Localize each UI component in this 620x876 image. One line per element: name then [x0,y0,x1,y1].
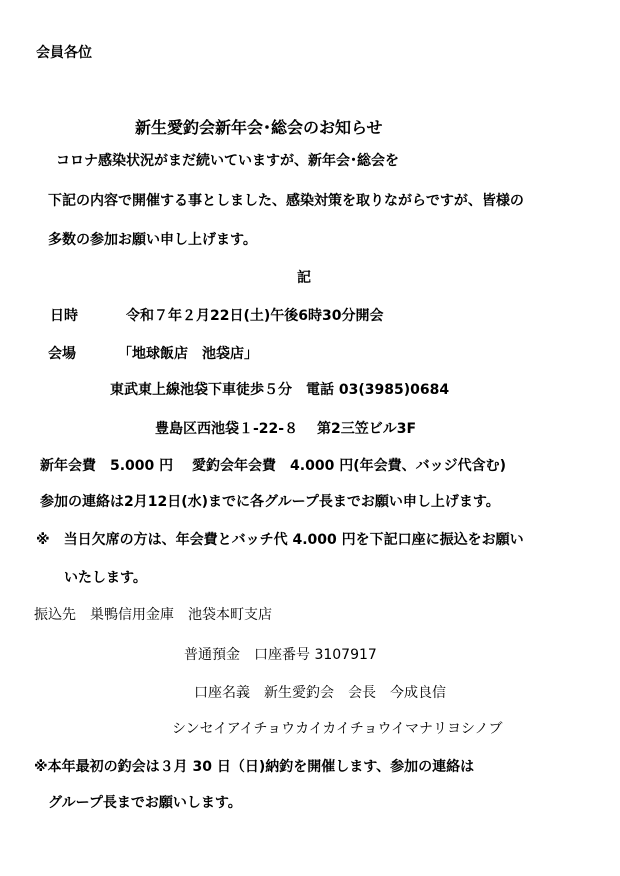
bank-holder: 口座名義 新生愛釣会 会長 今成良信 [194,685,446,701]
absent-note-line-2: いたします。 [64,570,147,586]
page-title: 新生愛釣会新年会･総会のお知らせ [135,118,383,137]
date-value: 令和７年２月22日(土)午後6時30分開会 [126,308,384,324]
intro-line-2: 下記の内容で開催する事としました、感染対策を取りながらですが、皆様の [48,193,524,209]
venue-name: 「地球飯店 池袋店」 [118,346,258,362]
venue-access: 東武東上線池袋下車徒歩５分 電話 03(3985)0684 [110,382,450,398]
contact-deadline: 参加の連絡は2月12日(水)までに各グループ長までお願い申し上げます。 [40,494,500,510]
venue-address: 豊島区西池袋１-22-８ 第2三笠ビル3F [155,421,417,437]
absent-note-line-1: ※ 当日欠席の方は、年会費とバッチ代 4.000 円を下記口座に振込をお願い [36,532,524,548]
fees-line: 新年会費 5.000 円 愛釣会年会費 4.000 円(年会費、バッジ代含む) [40,458,506,474]
first-fishing-line-1: ※本年最初の釣会は３月 30 日（日)納釣を開催します、参加の連絡は [34,759,475,775]
bank-holder-kana: シンセイアイチョウカイカイチョウイマナリヨシノブ [172,721,503,737]
first-fishing-line-2: グループ長までお願いします。 [48,795,242,811]
addressee: 会員各位 [36,45,92,61]
venue-label: 会場 [48,346,76,362]
intro-line-3: 多数の参加お願い申し上げます。 [48,232,257,248]
bank-account: 普通預金 口座番号 3107917 [184,647,377,663]
date-label: 日時 [50,308,78,324]
ki-heading: 記 [297,270,311,286]
intro-line-1: コロナ感染状況がまだ続いていますが、新年会･総会を [56,153,399,169]
bank-name: 振込先 巣鴨信用金庫 池袋本町支店 [34,607,272,623]
